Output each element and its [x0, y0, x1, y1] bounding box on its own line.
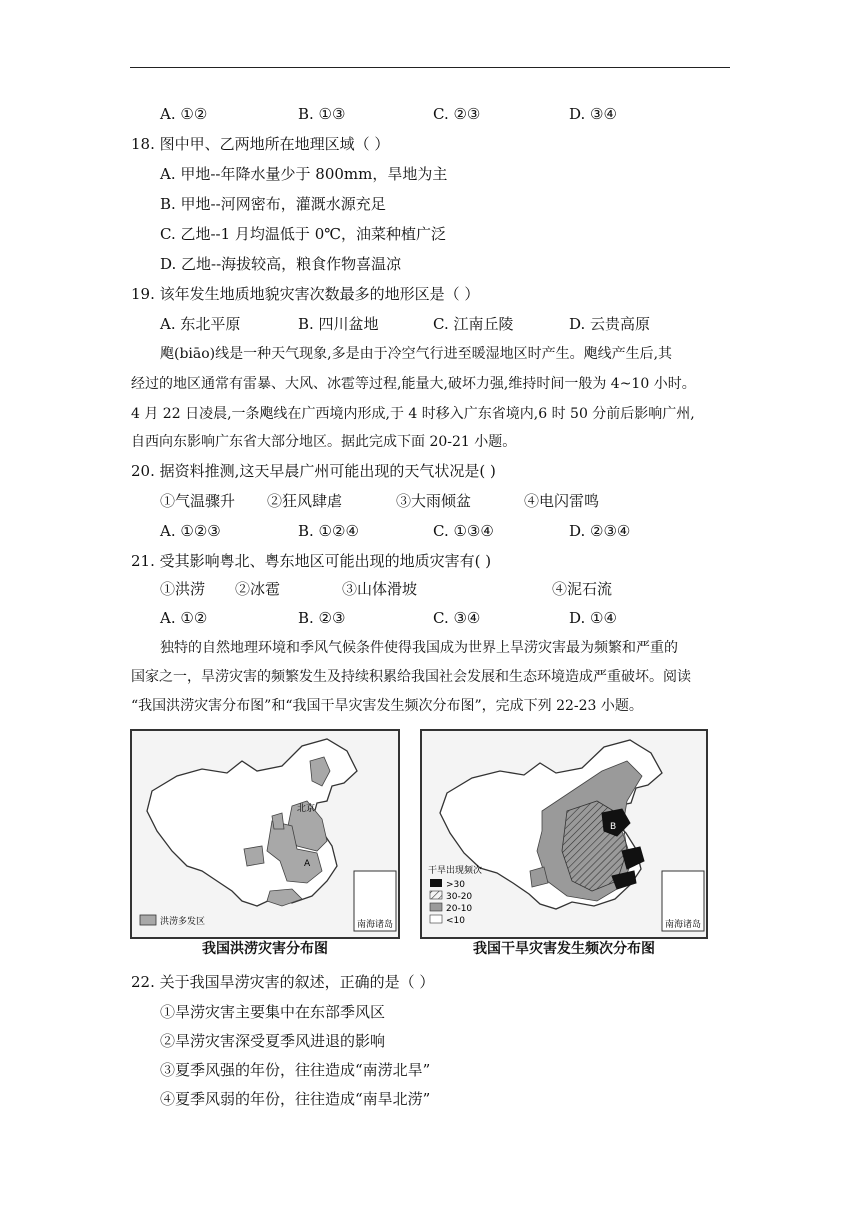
q19-option-a: A. 东北平原: [160, 315, 241, 333]
q18-option-d: D. 乙地--海拔较高，粮食作物喜温凉: [160, 255, 402, 273]
q19-option-d: D. 云贵高原: [569, 315, 651, 333]
q21-option-a: A. ①②: [160, 609, 208, 627]
drought-legend-swatch-2: [430, 891, 442, 899]
q18-option-b: B. 甲地--河网密布，灌溉水源充足: [160, 195, 386, 213]
flood-area-northwest: [272, 813, 284, 829]
flood-legend-swatch: [140, 915, 156, 925]
q21-choice-3: ③山体滑坡: [342, 580, 418, 598]
drought-legend-title: 干旱出现频次: [428, 866, 483, 876]
passage1-line-4: 自西向东影响广东省大部分地区。据此完成下面 20-21 小题。: [131, 434, 517, 450]
drought-map-graphic: [422, 731, 706, 933]
drought-map: [420, 729, 708, 961]
beijing-label: 北京: [297, 804, 316, 814]
passage2-line-2: 国家之一，旱涝灾害的频繁发生及持续积累给我国社会发展和生态环境造成严重破坏。阅读: [131, 669, 691, 685]
q21-choice-2: ②冰雹: [235, 580, 281, 598]
q17-option-c: C. ②③: [433, 105, 481, 123]
passage2-line-1: 独特的自然地理环境和季风气候条件使得我国成为世界上旱涝灾害最为频繁和严重的: [160, 640, 678, 656]
q21-option-d: D. ①④: [569, 609, 617, 627]
passage1-line-2: 经过的地区通常有雷暴、大风、冰雹等过程,能量大,破坏力强,维持时间一般为 4~10 小时。: [131, 376, 696, 392]
maps-figure: [130, 729, 708, 961]
drought-legend-swatch-4: [430, 915, 442, 923]
q21-stem: 21. 受其影响粤北、粤东地区可能出现的地质灾害有( ): [131, 552, 492, 570]
q19-option-c: C. 江南丘陵: [433, 315, 514, 333]
q22-choice-3: ③夏季风强的年份，往往造成“南涝北旱”: [160, 1061, 431, 1079]
q20-option-d: D. ②③④: [569, 522, 631, 540]
q21-choice-4: ④泥石流: [552, 580, 613, 598]
q18-stem: 18. 图中甲、乙两地所在地理区域（ ）: [131, 135, 390, 153]
q18-option-c: C. 乙地--1 月均温低于 0℃，油菜种植广泛: [160, 225, 447, 243]
q19-option-b: B. 四川盆地: [298, 315, 379, 333]
q20-option-a: A. ①②③: [160, 522, 221, 540]
q22-choice-2: ②旱涝灾害深受夏季风进退的影响: [160, 1032, 386, 1050]
passage1-line-3: 4 月 22 日凌晨,一条飑线在广西境内形成,于 4 时移入广东省境内,6 时 50 分前后影响广州,: [131, 406, 695, 422]
drought-legend-label-2: 30-20: [446, 892, 473, 902]
flood-map-graphic: [132, 731, 398, 933]
passage2-line-3: “我国洪涝灾害分布图”和“我国干旱灾害发生频次分布图”，完成下列 22-23 小题。: [131, 698, 643, 714]
map-label-b: B: [610, 822, 617, 832]
q21-option-b: B. ②③: [298, 609, 346, 627]
drought-legend-swatch-1: [430, 879, 442, 887]
drought-legend-label-1: >30: [446, 880, 465, 890]
drought-legend-label-3: 20-10: [446, 904, 473, 914]
q20-option-b: B. ①②④: [298, 522, 359, 540]
drought-legend-label-4: <10: [446, 916, 465, 926]
q17-option-a: A. ①②: [160, 105, 208, 123]
map-label-a: A: [304, 859, 311, 869]
flood-map: [130, 729, 400, 961]
q21-choice-1: ①洪涝: [160, 580, 206, 598]
q20-choice-1: ①气温骤升: [160, 492, 236, 510]
flood-legend-label: 洪涝多发区: [160, 917, 206, 927]
flood-area-sichuan: [244, 846, 264, 866]
q19-stem: 19. 该年发生地质地貌灾害次数最多的地形区是（ ）: [131, 285, 480, 303]
q20-stem: 20. 据资料推测,这天早晨广州可能出现的天气状况是( ): [131, 462, 496, 480]
passage1-line-1: 飑(biāo)线是一种天气现象,多是由于冷空气行进至暖湿地区时产生。飑线产生后,其: [160, 346, 673, 362]
drought-map-caption: 我国干旱灾害发生频次分布图: [473, 941, 655, 957]
q21-option-c: C. ③④: [433, 609, 481, 627]
q20-choice-2: ②狂风肆虐: [267, 492, 343, 510]
q20-choice-4: ④电闪雷鸣: [524, 492, 600, 510]
header-rule: [130, 67, 730, 68]
q18-option-a: A. 甲地--年降水量少于 800mm，旱地为主: [160, 165, 448, 183]
q22-choice-1: ①旱涝灾害主要集中在东部季风区: [160, 1003, 386, 1021]
q22-stem: 22. 关于我国旱涝灾害的叙述，正确的是（ ）: [131, 973, 435, 991]
flood-inset-label: 南海诸岛: [356, 920, 394, 930]
flood-map-caption: 我国洪涝灾害分布图: [202, 941, 328, 957]
q20-choice-3: ③大雨倾盆: [396, 492, 472, 510]
drought-inset-label: 南海诸岛: [664, 920, 702, 930]
drought-legend-swatch-3: [430, 903, 442, 911]
q17-option-d: D. ③④: [569, 105, 617, 123]
q22-choice-4: ④夏季风弱的年份，往往造成“南旱北涝”: [160, 1090, 431, 1108]
q20-option-c: C. ①③④: [433, 522, 494, 540]
q17-option-b: B. ①③: [298, 105, 346, 123]
